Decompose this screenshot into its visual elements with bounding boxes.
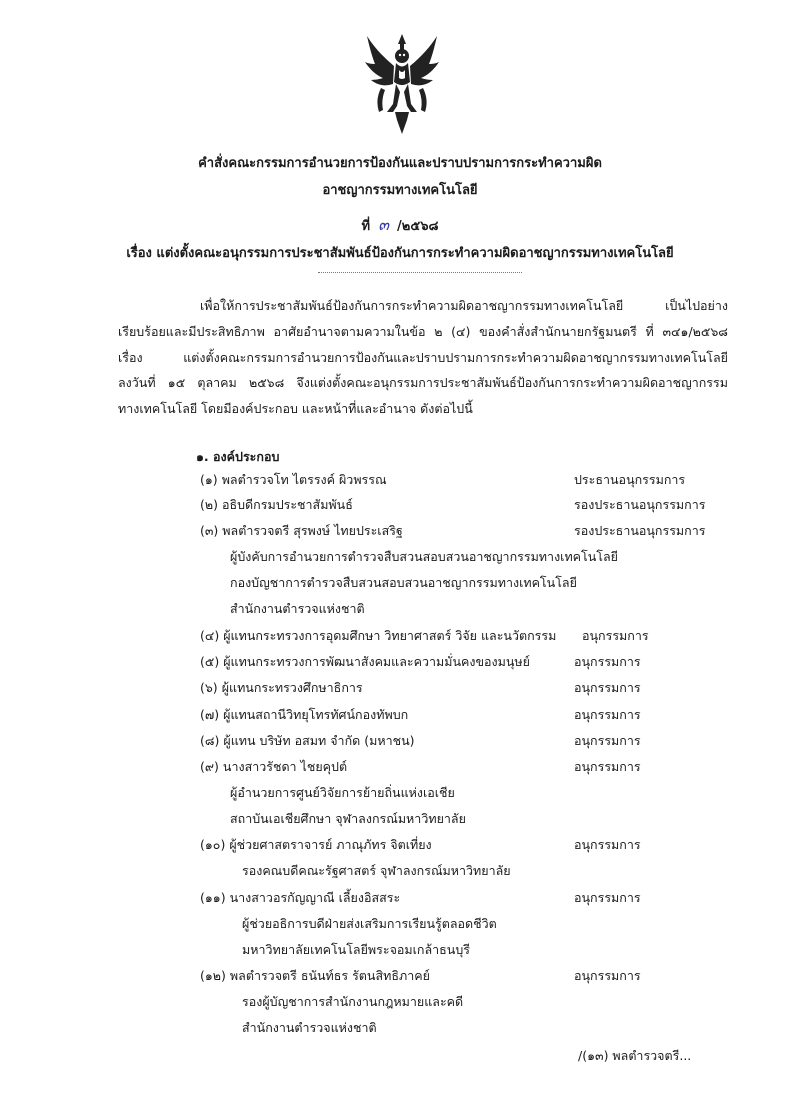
member-name: พลตำรวจตรี สุรพงษ์ ไทยประเสริฐ	[222, 523, 403, 538]
order-subject: เรื่อง แต่งตั้งคณะอนุกรรมการประชาสัมพันธ์ป้องกันการกระทำความผิดอาชญากรรมทางเทคโนโลยี	[126, 246, 674, 261]
intro-word: เป็นไปอย่าง	[665, 298, 728, 313]
member-1-role: ประธานอนุกรรมการ	[574, 472, 686, 487]
order-year: /๒๕๖๘	[397, 219, 439, 234]
member-12-position-1: รองผู้บัญชาการสำนักงานกฎหมายและคดี	[242, 994, 464, 1009]
member-name: ผู้ช่วยศาสตราจารย์ ภาณุภัทร จิตเที่ยง	[229, 837, 432, 852]
intro-word: จึงแต่งตั้งคณะอนุกรรมการประชาสัมพันธ์ป้องกันการกระทำความผิดอาชญากรรม	[296, 375, 728, 390]
intro-word: เรียบร้อยและมีประสิทธิภาพ	[118, 324, 265, 339]
intro-word: ๓๔๑/๒๕๖๘	[662, 324, 728, 339]
dotted-divider	[318, 268, 522, 273]
member-6: (๖) ผู้แทนกระทรวงศึกษาธิการ	[200, 680, 363, 695]
order-prefix: ที่	[361, 219, 371, 234]
intro-word: ๒๕๖๘	[248, 375, 285, 390]
intro-word: ตุลาคม	[197, 375, 237, 390]
member-name: นางสาวรัชดา ไชยคุปต์	[222, 759, 348, 774]
member-12-position-2: สำนักงานตำรวจแห่งชาติ	[242, 1020, 377, 1035]
member-3: (๓) พลตำรวจตรี สุรพงษ์ ไทยประเสริฐ	[200, 523, 403, 538]
member-9-role: อนุกรรมการ	[574, 759, 641, 774]
member-6-role: อนุกรรมการ	[574, 680, 641, 695]
member-name: พลตำรวจตรี ธนันท์ธร รัตนสิทธิภาคย์	[229, 968, 430, 983]
member-3-role: รองประธานอนุกรรมการ	[574, 523, 706, 538]
section-composition-heading: ๑. องค์ประกอบ	[196, 449, 280, 464]
member-12-role: อนุกรรมการ	[574, 968, 641, 983]
member-4-role: อนุกรรมการ	[582, 628, 649, 643]
member-2: (๒) อธิบดีกรมประชาสัมพันธ์	[200, 497, 353, 512]
intro-line-3	[118, 348, 728, 368]
member-11-role: อนุกรรมการ	[574, 890, 641, 905]
garuda-emblem-icon	[363, 30, 441, 136]
member-7-role: อนุกรรมการ	[574, 707, 641, 722]
intro-word: อาศัยอำนาจตามความในข้อ	[273, 324, 426, 339]
order-number-line	[0, 213, 800, 238]
intro-line-5: ทางเทคโนโลยี โดยมีองค์ประกอบ และหน้าที่และอำนาจ ดังต่อไปนี้	[118, 401, 473, 416]
intro-word: (๔)	[451, 324, 471, 339]
member-5-role: อนุกรรมการ	[574, 654, 641, 669]
member-1: (๑) พลตำรวจโท ไตรรงค์ ผิวพรรณ	[200, 472, 387, 487]
intro-word: เพื่อให้การประชาสัมพันธ์ป้องกันการกระทำความผิดอาชญากรรมทางเทคโนโลยี	[200, 298, 624, 313]
member-3-position-2: กองบัญชาการตำรวจสืบสวนสอบสวนอาชญากรรมทางเทคโนโลยี	[230, 575, 577, 590]
order-title-line1: คำสั่งคณะกรรมการอำนวยการป้องกันและปราบปรามการกระทำความผิด	[198, 156, 602, 171]
member-name: นางสาวอรกัญญาณี เลี้ยงอิสสระ	[229, 890, 401, 905]
member-name: ผู้แทนสถานีวิทยุโทรทัศน์กองทัพบก	[223, 707, 409, 722]
member-8-role: อนุกรรมการ	[574, 733, 641, 748]
member-10: (๑๐) ผู้ช่วยศาสตราจารย์ ภาณุภัทร จิตเที่ยง	[200, 837, 432, 852]
intro-line-1	[200, 296, 728, 316]
order-number-handwritten: ๓	[378, 215, 390, 234]
intro-word: ๑๕	[167, 375, 186, 390]
member-9: (๙) นางสาวรัชดา ไชยคุปต์	[200, 759, 348, 774]
member-name: ผู้แทนกระทรวงการพัฒนาสังคมและความมั่นคงของมนุษย์	[223, 654, 530, 669]
member-11: (๑๑) นางสาวอรกัญญาณี เลี้ยงอิสสระ	[200, 890, 401, 905]
member-5: (๕) ผู้แทนกระทรวงการพัฒนาสังคมและความมั่นคงของมนุษย์	[200, 654, 530, 669]
intro-word: ที่	[645, 324, 654, 339]
order-title-line2: อาชญากรรมทางเทคโนโลยี	[322, 183, 478, 198]
member-2-role: รองประธานอนุกรรมการ	[574, 497, 706, 512]
member-8: (๘) ผู้แทน บริษัท อสมท จำกัด (มหาชน)	[200, 733, 415, 748]
intro-line-2	[118, 322, 728, 342]
member-name: พลตำรวจโท ไตรรงค์ ผิวพรรณ	[221, 472, 387, 487]
member-12: (๑๒) พลตำรวจตรี ธนันท์ธร รัตนสิทธิภาคย์	[200, 968, 430, 983]
member-name: ผู้แทนกระทรวงศึกษาธิการ	[221, 680, 363, 695]
member-name: ผู้แทน บริษัท อสมท จำกัด (มหาชน)	[223, 733, 415, 748]
member-9-position-1: ผู้อำนวยการศูนย์วิจัยการย้ายถิ่นแห่งเอเชีย	[230, 785, 455, 800]
member-name: อธิบดีกรมประชาสัมพันธ์	[221, 497, 353, 512]
intro-line-4	[118, 373, 728, 393]
member-9-position-2: สถาบันเอเชียศึกษา จุฬาลงกรณ์มหาวิทยาลัย	[230, 811, 466, 826]
intro-word: ๒	[434, 324, 443, 339]
member-4: (๔) ผู้แทนกระทรวงการอุดมศึกษา วิทยาศาสตร์ วิจัย และนวัตกรรม	[200, 628, 557, 643]
member-11-position-1: ผู้ช่วยอธิการบดีฝ่ายส่งเสริมการเรียนรู้ตลอดชีวิต	[242, 916, 497, 931]
intro-word: เรื่อง	[118, 350, 143, 365]
member-3-position-3: สำนักงานตำรวจแห่งชาติ	[230, 601, 365, 616]
intro-word: ของคำสั่งสำนักนายกรัฐมนตรี	[479, 324, 637, 339]
member-name: ผู้แทนกระทรวงการอุดมศึกษา วิทยาศาสตร์ วิจัย และนวัตกรรม	[223, 628, 557, 643]
member-10-position-1: รองคณบดีคณะรัฐศาสตร์ จุฬาลงกรณ์มหาวิทยาลัย	[242, 863, 511, 878]
member-11-position-2: มหาวิทยาลัยเทคโนโลยีพระจอมเกล้าธนบุรี	[242, 942, 470, 957]
member-10-role: อนุกรรมการ	[574, 837, 641, 852]
page-continuation: /(๑๓) พลตำรวจตรี...	[578, 1048, 692, 1063]
member-3-position-1: ผู้บังคับการอำนวยการตำรวจสืบสวนสอบสวนอาชญากรรมทางเทคโนโลยี	[230, 549, 619, 564]
member-7: (๗) ผู้แทนสถานีวิทยุโทรทัศน์กองทัพบก	[200, 707, 409, 722]
intro-word: แต่งตั้งคณะกรรมการอำนวยการป้องกันและปราบปรามการกระทำความผิดอาชญากรรมทางเทคโนโลยี	[183, 350, 728, 365]
intro-word: ลงวันที่	[118, 375, 156, 390]
